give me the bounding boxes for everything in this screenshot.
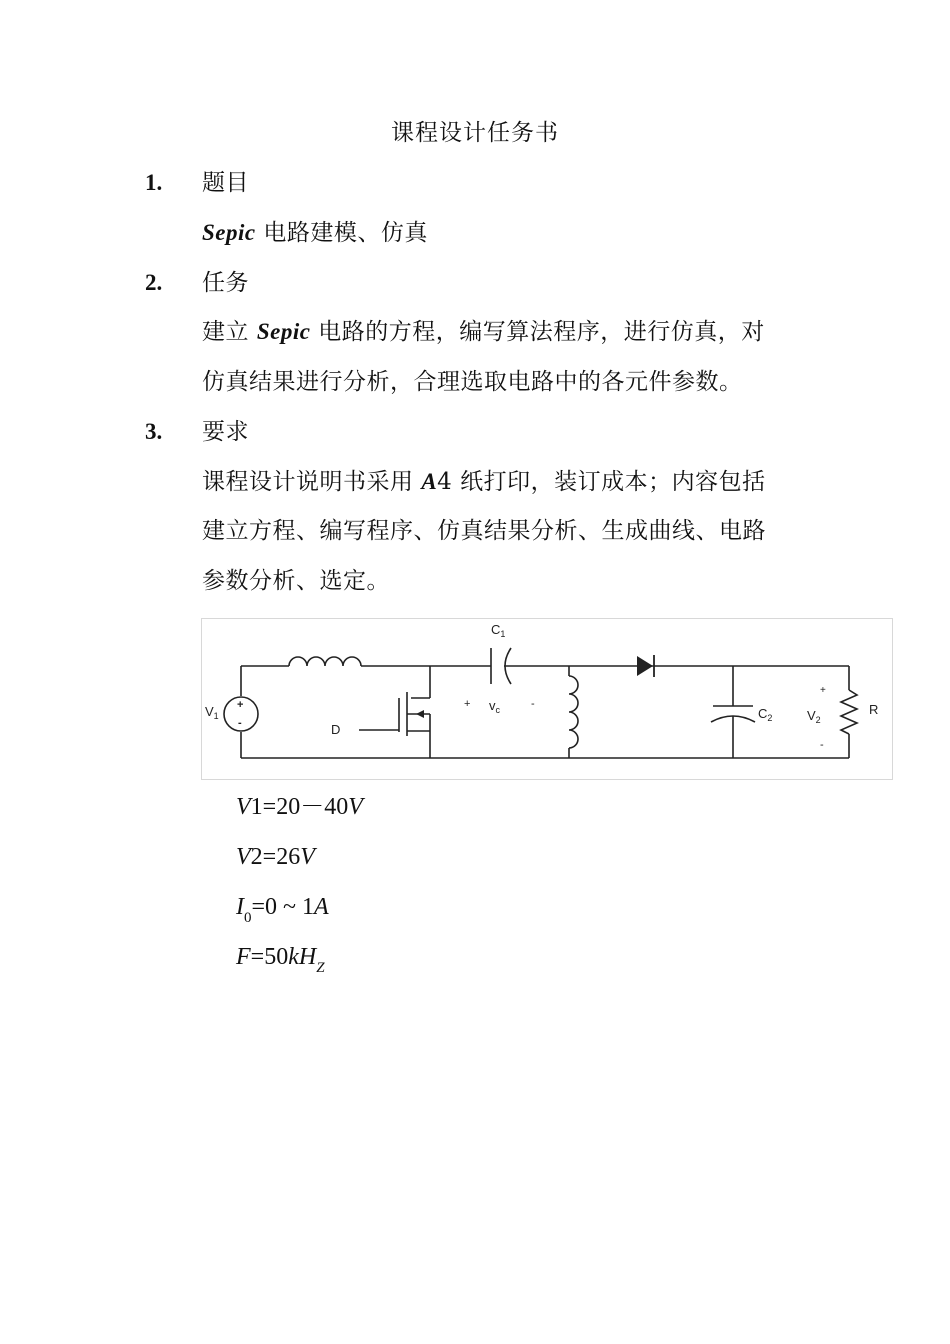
vc-plus: + <box>464 698 471 710</box>
diagram-frame <box>202 619 893 780</box>
section-heading: 题目 <box>202 170 249 196</box>
page-title: 课程设计任务书 <box>391 120 559 146</box>
section-text-line: 参数分析、选定。 <box>202 568 390 594</box>
r-label: R <box>869 702 879 717</box>
section-heading: 要求 <box>202 419 249 445</box>
v2-minus: - <box>820 739 824 751</box>
section-text-line: Sepic 电路建模、仿真 <box>202 220 428 246</box>
param-v2: V2=26V <box>236 844 315 870</box>
section-heading: 任务 <box>202 270 249 296</box>
v2-label: $V_2$ <box>807 708 821 725</box>
v1-label: $V_1$ <box>205 704 219 721</box>
source-plus: + <box>237 699 244 711</box>
vc-minus: - <box>531 698 535 710</box>
vc-label: $v_c$ <box>489 698 500 715</box>
d-label: D <box>331 722 341 737</box>
sepic-circuit-diagram <box>201 618 893 780</box>
v2-plus: + <box>820 685 826 696</box>
section-text-line: 仿真结果进行分析，合理选取电路中的各元件参数。 <box>202 369 743 395</box>
section-number: 2. <box>145 270 163 295</box>
section-number: 3. <box>145 419 163 444</box>
c2-label: $C_2$ <box>758 706 773 723</box>
param-i0: $I_0=0$ ~ 1A <box>236 894 329 926</box>
section-text-line: 建立方程、编写程序、仿真结果分析、生成曲线、电路 <box>202 518 766 544</box>
section-number: 1. <box>145 170 163 195</box>
section-text-line: 课程设计说明书采用 A4 纸打印，装订成本；内容包括 <box>202 469 766 495</box>
section-text-line: 建立 Sepic 电路的方程，编写算法程序，进行仿真，对 <box>202 319 765 345</box>
param-v1: V1=20－40V <box>236 794 363 820</box>
source-minus: - <box>238 717 242 729</box>
c1-label: $C_1$ <box>491 622 506 639</box>
param-f: $F=50kH_Z$ <box>236 944 325 976</box>
